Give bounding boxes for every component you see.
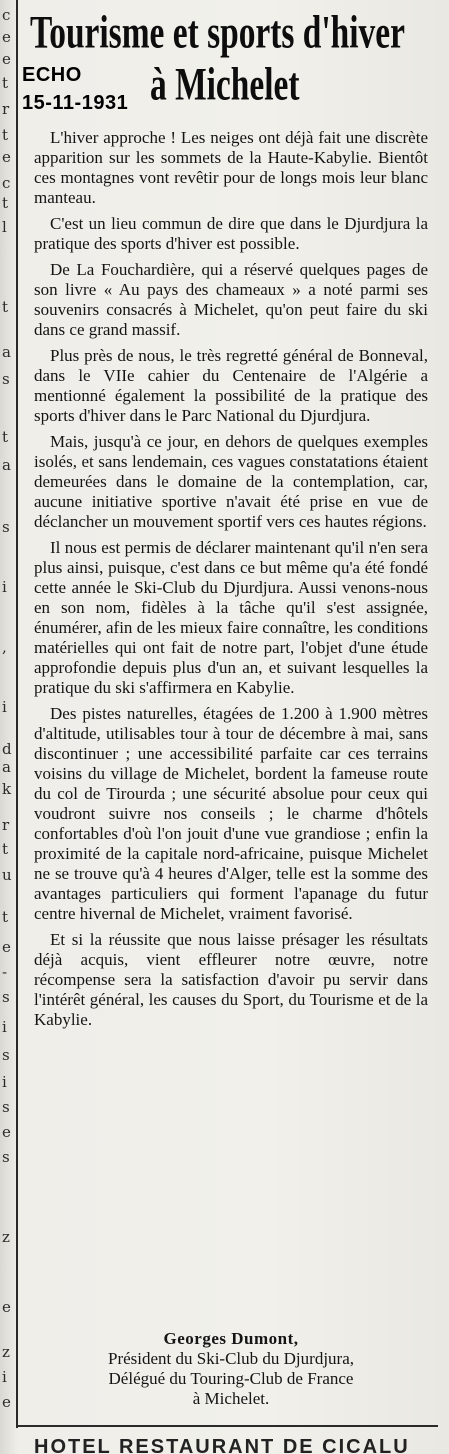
author-title-1: Président du Ski-Club du Djurdjura, (107, 1349, 354, 1368)
paragraph: L'hiver approche ! Les neiges ont déjà fait une discrète apparition sur les sommets de la Haute-Kabylie. Bientôt ces montagnes vont revêtir pour de longs mois leur blanc manteau. (34, 128, 428, 207)
paragraph: Mais, jusqu'à ce jour, en dehors de quelques exemples isolés, et sans lendemain, ces vagues constatations étaient demeurées dans le domaine de la contemplation, car, aucune initiative sportive n'avait été prise en vue de déclancher un mouvement sportif vers ces hautes régions. (34, 432, 428, 531)
paragraph: Des pistes naturelles, étagées de 1.200 à 1.900 mètres d'altitude, utilisables tour à tour de décembre à mai, sans discontinuer ; une accessibilité parfaite car ces terrains voisins du village de Michelet, bordent la fameuse route du col de Tirourda ; une sécurité absolue pour ceux qui voudront suivre nos conseils ; le charme d'hôtels confortables d'où l'on jouit d'une vue grandiose ; enfin la proximité de la capitale nord-africaine, puisque Michelet ne se trouve qu'à 4 heures d'Alger, telle est la somme des avantages particuliers qui forment l'apanage du futur centre hivernal de Michelet, vraiment favorisé. (34, 704, 428, 923)
bottom-rule (18, 1425, 438, 1427)
author-title-2: Délégué du Touring-Club de France (108, 1369, 354, 1388)
author-name: Georges Dumont, (163, 1329, 299, 1348)
signature-block (34, 1329, 428, 1409)
paragraph: Il nous est permis de déclarer maintenant qu'il n'en sera plus ainsi, puisque, c'est dans ce but même qu'a été fondé cette année le Ski-Club du Djurdjura. Aussi venons-nous en son nom, fidèles à la tâche qu'il s'est assignée, énumérer, afin de les mieux faire connaître, les conditions matérielles qui ont fait de notre part, l'objet d'une étude approfondie depuis plus d'un an, et suivant lesquelles la pratique du ski s'affirmera en Kabylie. (34, 538, 428, 697)
column-rule (16, 0, 18, 1428)
author-title-3: à Michelet. (192, 1389, 270, 1408)
paragraph: Plus près de nous, le très regretté général de Bonneval, dans le VIIe cahier du Centenaire de l'Algérie a mentionné également la possibilité de la pratique des sports d'hiver dans le Parc National du Djurdjura. (34, 346, 428, 425)
source-label: ECHO (22, 64, 82, 86)
headline-line-2: à Michelet (150, 59, 300, 111)
headline-line-1: Tourisme et sports d'hiver (30, 7, 405, 59)
next-article-heading: HOTEL RESTAURANT DE CICALU (34, 1436, 410, 1454)
source-date: 15-11-1931 (22, 92, 129, 114)
paragraph: De La Fouchardière, qui a réservé quelques pages de son livre « Au pays des chameaux » a noté parmi ses souvenirs consacrés à Michelet, qu'on peut faire du ski dans ce grand massif. (34, 260, 428, 339)
article-body (34, 128, 428, 1036)
paragraph: C'est un lieu commun de dire que dans le Djurdjura la pratique des sports d'hiver est possible. (34, 214, 428, 253)
paragraph: Et si la réussite que nous laisse présager les résultats déjà acquis, vient effleurer notre œuvre, notre récompense sera la satisfaction d'avoir pu servir dans l'intérêt général, les causes du Sport, du Tourisme et de la Kabylie. (34, 930, 428, 1029)
adjacent-column-fragments: c e e t r t e c t l t a s t a s i , i d a k r t u t e - s i s i s e s z e z i e (2, 6, 12, 1411)
